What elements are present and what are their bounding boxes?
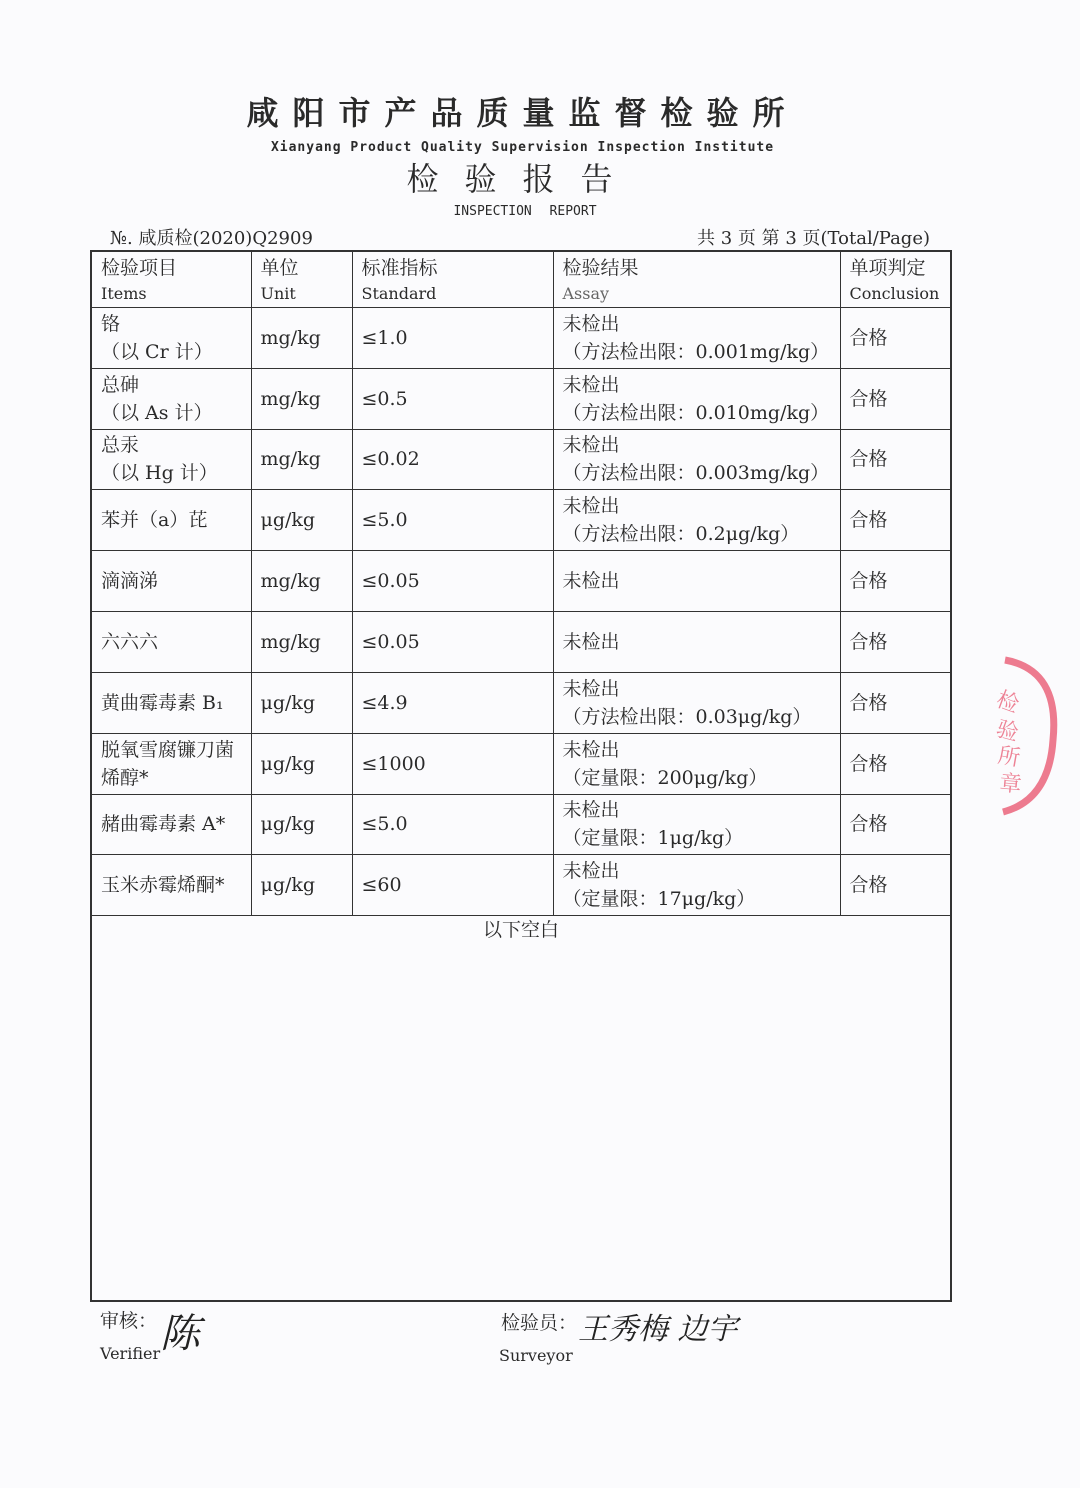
standard-cell: ≤0.05 (352, 550, 553, 611)
result-cell: 未检出 （方法检出限：0.001mg/kg） (553, 307, 840, 368)
table-row (91, 794, 951, 854)
result-cell: 未检出 (553, 550, 840, 611)
institute-title-en: Xianyang Product Quality Supervision Inspection Institute (270, 140, 775, 155)
surveyor-signature: 王秀梅 边宇 (578, 1312, 738, 1347)
result-cell: 未检出 （方法检出限：0.010mg/kg） (553, 368, 840, 429)
unit-cell: mg/kg (251, 550, 352, 611)
conclusion-cell: 合格 (840, 672, 951, 733)
item-cell: 赭曲霉毒素 A* (91, 794, 251, 854)
svg-text:所: 所 (995, 743, 1022, 772)
blank-area (91, 915, 951, 1301)
header-assay: 检验结果 Assay (553, 251, 840, 307)
unit-cell: μg/kg (251, 733, 352, 794)
conclusion-cell: 合格 (840, 794, 951, 854)
result-cell: 未检出 （定量限：17μg/kg） (553, 854, 840, 915)
item-cell: 苯并（a）芘 (91, 489, 251, 550)
conclusion-cell: 合格 (840, 733, 951, 794)
unit-cell: mg/kg (251, 307, 352, 368)
unit-cell: μg/kg (251, 854, 352, 915)
result-cell: 未检出 （方法检出限：0.03μg/kg） (553, 672, 840, 733)
verifier-signature: 陈 (160, 1311, 200, 1357)
inspection-table (90, 250, 952, 1302)
header-standard: 标准指标 Standard (352, 251, 553, 307)
verifier-label-en: Verifier (100, 1344, 161, 1363)
svg-text:验: 验 (993, 716, 1022, 747)
result-cell: 未检出 (553, 611, 840, 672)
item-cell: 滴滴涕 (91, 550, 251, 611)
header-unit: 单位 Unit (251, 251, 352, 307)
standard-cell: ≤1000 (352, 733, 553, 794)
table-row (91, 733, 951, 794)
standard-cell: ≤0.05 (352, 611, 553, 672)
item-cell: 脱氧雪腐镰刀菌 烯醇* (91, 733, 251, 794)
item-cell: 铬 （以 Cr 计） (91, 307, 251, 368)
unit-cell: μg/kg (251, 489, 352, 550)
standard-cell: ≤60 (352, 854, 553, 915)
standard-cell: ≤0.02 (352, 429, 553, 489)
conclusion-cell: 合格 (840, 854, 951, 915)
table-row (91, 489, 951, 550)
report-title-cn: 检验报告 (406, 160, 639, 198)
standard-cell: ≤5.0 (352, 794, 553, 854)
institute-title-cn: 咸阳市产品质量监督检验所 (246, 94, 799, 132)
surveyor-label-en: Surveyor (499, 1346, 573, 1365)
conclusion-cell: 合格 (840, 611, 951, 672)
table-row (91, 611, 951, 672)
blank-note: 以下空白 (482, 918, 559, 941)
table-row (91, 550, 951, 611)
table-row (91, 429, 951, 489)
surveyor-label: 检验员： (501, 1312, 578, 1334)
result-cell: 未检出 （方法检出限：0.003mg/kg） (553, 429, 840, 489)
standard-cell: ≤4.9 (352, 672, 553, 733)
unit-cell: mg/kg (251, 368, 352, 429)
unit-cell: μg/kg (251, 794, 352, 854)
result-cell: 未检出 （定量限：200μg/kg） (553, 733, 840, 794)
conclusion-cell: 合格 (840, 550, 951, 611)
table-row (91, 854, 951, 915)
header-conclusion: 单项判定 Conclusion (840, 251, 951, 307)
svg-text:检: 检 (992, 687, 1023, 719)
standard-cell: ≤0.5 (352, 368, 553, 429)
red-seal-stamp (965, 650, 1075, 820)
unit-cell: mg/kg (251, 611, 352, 672)
item-cell: 黄曲霉毒素 B₁ (91, 672, 251, 733)
conclusion-cell: 合格 (840, 489, 951, 550)
table-row (91, 672, 951, 733)
svg-text:章: 章 (998, 771, 1023, 798)
result-cell: 未检出 （定量限：1μg/kg） (553, 794, 840, 854)
item-cell: 玉米赤霉烯酮* (91, 854, 251, 915)
item-cell: 六六六 (91, 611, 251, 672)
header-items: 检验项目 Items (91, 251, 251, 307)
conclusion-cell: 合格 (840, 307, 951, 368)
table-header-row (91, 251, 951, 307)
table-row (91, 368, 951, 429)
item-cell: 总汞 （以 Hg 计） (91, 429, 251, 489)
conclusion-cell: 合格 (840, 429, 951, 489)
item-cell: 总砷 （以 As 计） (91, 368, 251, 429)
conclusion-cell: 合格 (840, 368, 951, 429)
blank-row (91, 915, 951, 1301)
table-row (91, 307, 951, 368)
standard-cell: ≤5.0 (352, 489, 553, 550)
verifier-label: 审核： (100, 1310, 158, 1332)
unit-cell: mg/kg (251, 429, 352, 489)
unit-cell: μg/kg (251, 672, 352, 733)
report-title-en: INSPECTION REPORT (453, 204, 597, 219)
report-number: №. 咸质检(2020)Q2909 (110, 228, 313, 249)
standard-cell: ≤1.0 (352, 307, 553, 368)
result-cell: 未检出 （方法检出限：0.2μg/kg） (553, 489, 840, 550)
page-info: 共 3 页 第 3 页(Total/Page) (697, 228, 930, 249)
